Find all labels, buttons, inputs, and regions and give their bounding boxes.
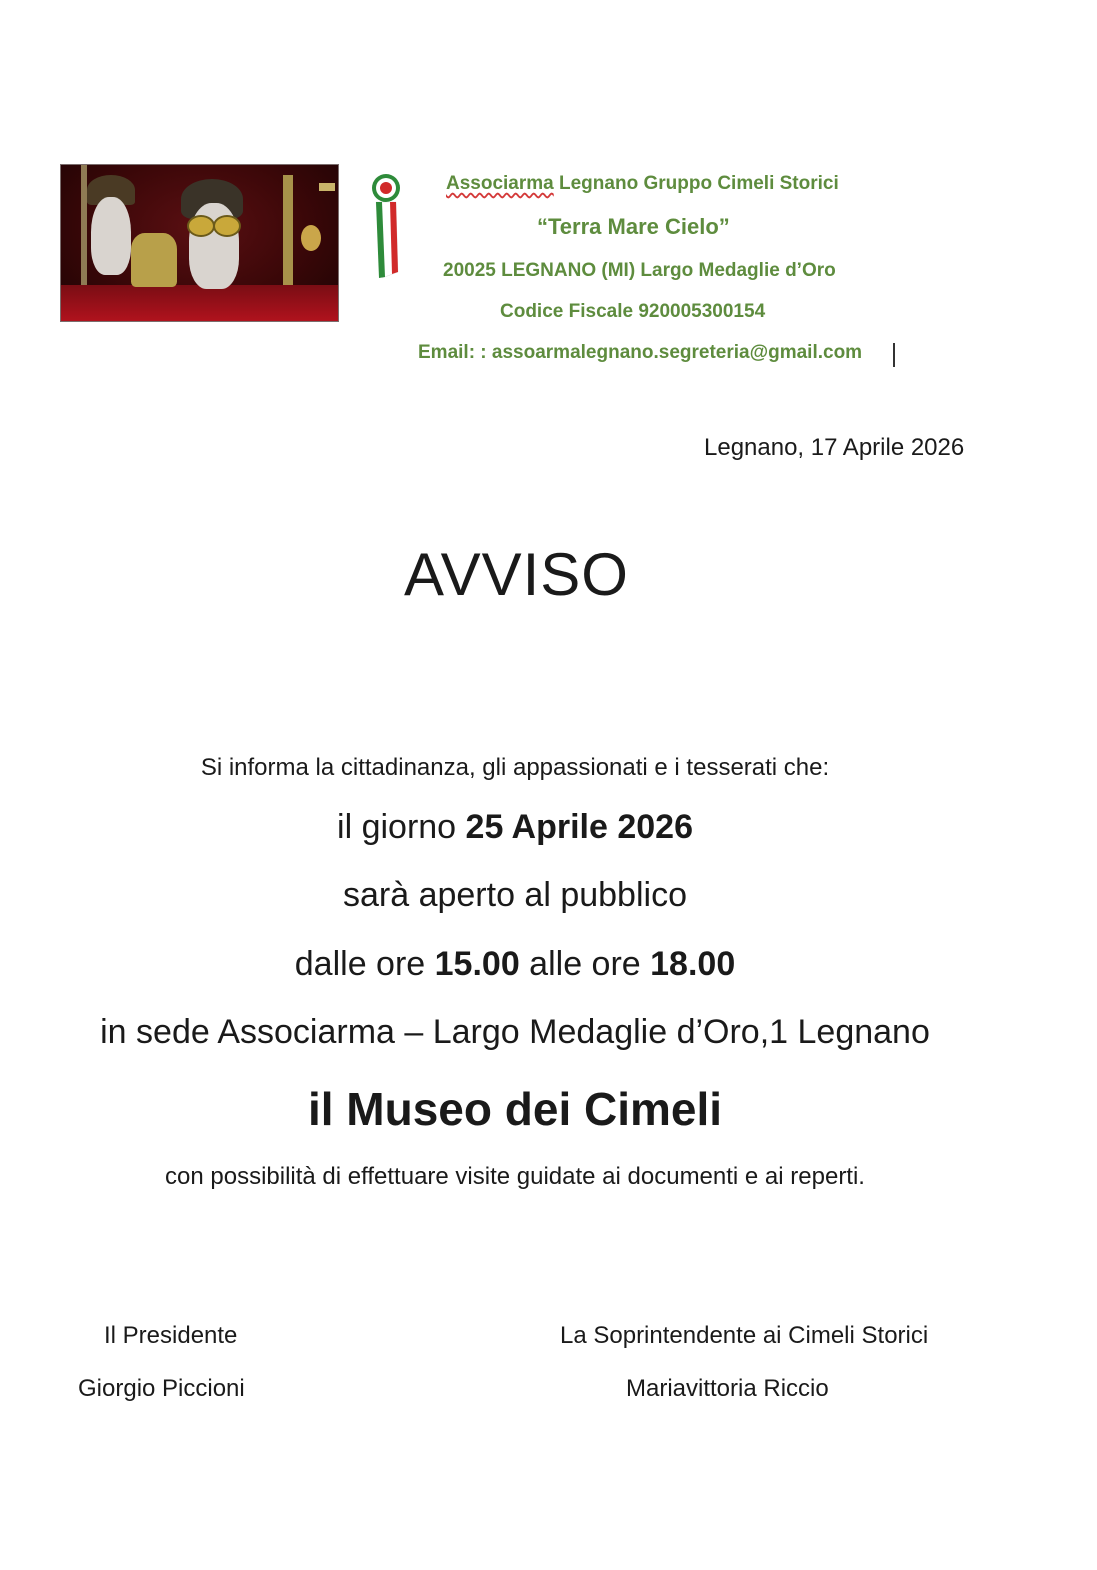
intro-text: Si informa la cittadinanza, gli appassionati e i tesserati che: bbox=[200, 754, 830, 781]
org-name-rest: Legnano Gruppo Cimeli Storici bbox=[553, 173, 839, 194]
date-line: Legnano, 17 Aprile 2026 bbox=[704, 434, 965, 461]
hours-end: 18.00 bbox=[650, 945, 736, 983]
location-line: in sede Associarma – Largo Medaglie d’Oro,1 Legnano bbox=[100, 1013, 930, 1051]
org-motto: “Terra Mare Cielo” bbox=[537, 214, 730, 239]
signature-left-name: Giorgio Piccioni bbox=[78, 1375, 245, 1402]
day-prefix: il giorno bbox=[337, 808, 466, 846]
hours-prefix: dalle ore bbox=[294, 945, 435, 983]
text-cursor bbox=[893, 343, 895, 367]
org-address: 20025 LEGNANO (MI) Largo Medaglie d’Oro bbox=[443, 260, 836, 281]
museum-name: il Museo dei Cimeli bbox=[307, 1083, 723, 1135]
hours-line bbox=[0, 945, 1030, 984]
tricolore-rosette-icon bbox=[368, 172, 404, 280]
org-email: Email: : assoarmalegnano.segreteria@gmail.com bbox=[418, 342, 863, 363]
closing-text: con possibilità di effettuare visite guidate ai documenti e ai reperti. bbox=[165, 1163, 865, 1190]
hours-mid: alle ore bbox=[519, 945, 651, 983]
codice-fiscale: Codice Fiscale 920005300154 bbox=[500, 301, 766, 322]
open-line: sarà aperto al pubblico bbox=[342, 876, 687, 914]
signature-left-role: Il Presidente bbox=[104, 1322, 238, 1349]
signature-right-name: Mariavittoria Riccio bbox=[626, 1375, 829, 1402]
day-value: 25 Aprile 2026 bbox=[465, 808, 693, 846]
org-brand: Associarma bbox=[446, 173, 554, 194]
page-title: AVVISO bbox=[404, 541, 629, 608]
hours-start: 15.00 bbox=[434, 945, 520, 983]
signature-right-role: La Soprintendente ai Cimeli Storici bbox=[560, 1322, 929, 1349]
org-name bbox=[446, 173, 839, 195]
day-line bbox=[0, 808, 1030, 847]
header-photo bbox=[60, 164, 339, 322]
